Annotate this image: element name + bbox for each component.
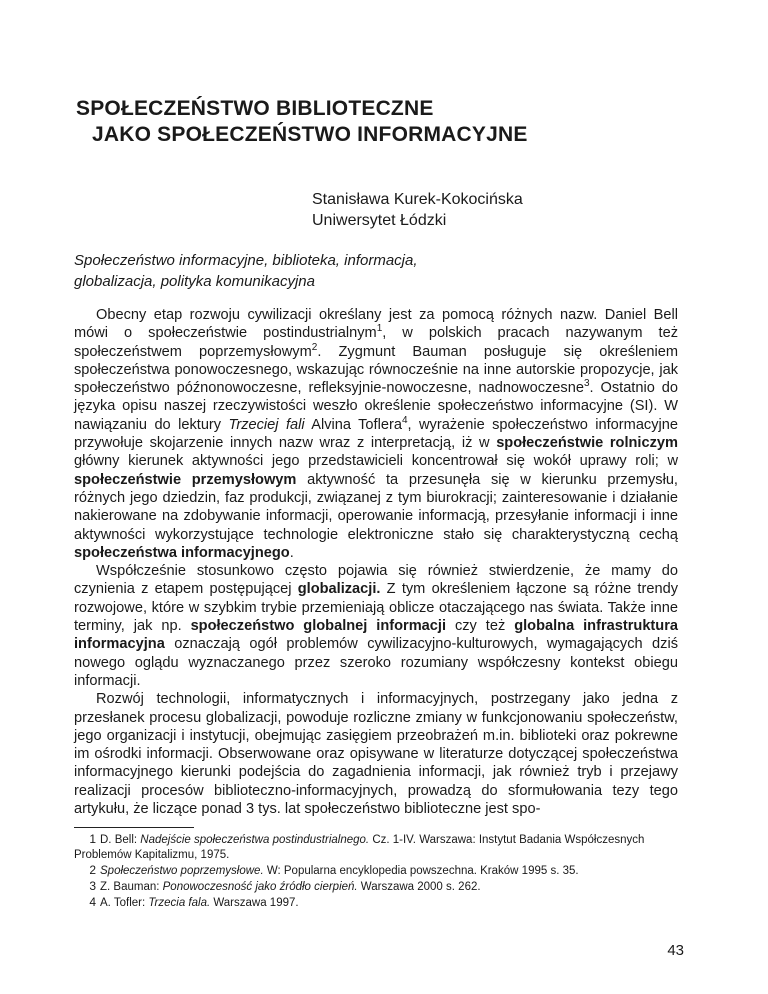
footnote: 4 A. Tofler: Trzecia fala. Warszawa 1997.	[89, 895, 299, 909]
author-block	[312, 189, 523, 231]
footnote: 2 Społeczeństwo poprzemysłowe. W: Popularna encyklopedia powszechna. Kraków 1995 s. 35.	[89, 863, 579, 877]
author-name: Stanisława Kurek-Kokocińska	[312, 191, 523, 208]
footnotes	[74, 832, 678, 911]
page-number: 43	[667, 942, 684, 959]
keywords: Społeczeństwo informacyjne, biblioteka, informacja, globalizacja, polityka komunikacyjna	[74, 252, 418, 290]
paragraph-3: Rozwój technologii, informatycznych i informacyjnych, postrzegany jako jedna z przesłanek procesu globalizacji, powoduje rozliczne zmiany w funkcjonowaniu społeczeństw, jego organizacji i instytucji, obejmując zasięgiem przeobrażeń m.in. biblioteki oraz pokrewne im ośrodki informacji. Obserwowane oraz opisywane w literaturze dotyczącej społeczeństwa informacyjnego kierunki podejścia do zagadnienia informacji, jak również tryb i przejawy realizacji procesów biblioteczno-informacyjnych, prowadzą do sformułowania tezy tego artykułu, że liczące ponad 3 tys. lat społeczeństwo biblioteczne jest spo-	[74, 691, 678, 818]
paragraph-1: Obecny etap rozwoju cywilizacji określany jest za pomocą różnych nazw. Daniel Bell mówi o społeczeństwie postindustrialnym$^1$, w polskich pracach nazywanym też społeczeństwem poprzemysłowym$^2$. Zygmunt Bauman posługuje się określeniem społeczeństwa ponowoczesnego, wskazując równocześnie na inne autorskie propozycje, jak społeczeństwo późnonowoczesne, refleksyjnie-nowoczesne, nadnowoczesne$^3$. Ostatnio do języka opisu naszej rzeczywistości weszło określenie społeczeństwo informacyjne (SI). W nawiązaniu do lektury Trzeciej fali Alvina Toflera$^4$, wyrażenie społeczeństwo informacyjne przywołuje skojarzenie innych nazw wraz z interpretacją, iż w społeczeństwie rolniczym główny kierunek aktywności jego przedstawicieli koncentrował się wokół uprawy roli; w społeczeństwie przemysłowym aktywność ta przesunęła się w kierunku przemysłu, różnych jego dziedzin, faz produkcji, związanej z tym biurokracji; zainteresowanie i działanie nakierowane na zdobywanie informacji, operowanie informacją, przesyłanie informacji i inne aktywności wykorzystujące technologie elektroniczne stało się charakterystyczną cechą społeczeństwa informacyjnego.	[74, 307, 679, 561]
author-affiliation: Uniwersytet Łódzki	[312, 212, 447, 229]
page	[74, 0, 684, 994]
footnote-ref: 1	[376, 323, 383, 335]
footnote-ref: 3	[583, 378, 590, 390]
article-body	[74, 306, 678, 818]
footnote-ref: 2	[311, 341, 318, 353]
footnote-ref: 4	[401, 414, 408, 426]
title-line-1: SPOŁECZEŃSTWO BIBLIOTECZNE	[76, 97, 434, 120]
footnote-divider	[74, 827, 194, 828]
paragraph-2: Współcześnie stosunkowo często pojawia się również stwierdzenie, że mamy do czynienia z etapem postępującej globalizacji. Z tym określeniem łączone są różne trendy rozwojowe, które w szybkim trybie przemieniają oblicze otaczającego nas świata. Także inne terminy, jak np. społeczeństwo globalnej informacji czy też globalna infrastruktura informacyjna oznaczają ogół problemów cywilizacyjno-kulturowych, wymagających dziś nowego oglądu wyznaczanego przez szeroko rozumiany współczesny kontekst obiegu informacji.	[74, 563, 678, 689]
footnote: 1 D. Bell: Nadejście społeczeństwa postindustrialnego. Cz. 1-IV. Warszawa: Instytut Badania Współczesnych Problemów Kapitalizmu, 1975.	[74, 832, 645, 861]
footnote: 3 Z. Bauman: Ponowoczesność jako źródło cierpień. Warszawa 2000 s. 262.	[89, 879, 481, 893]
title-line-2: JAKO SPOŁECZEŃSTWO INFORMACYJNE	[92, 123, 528, 146]
article-title	[76, 96, 528, 148]
